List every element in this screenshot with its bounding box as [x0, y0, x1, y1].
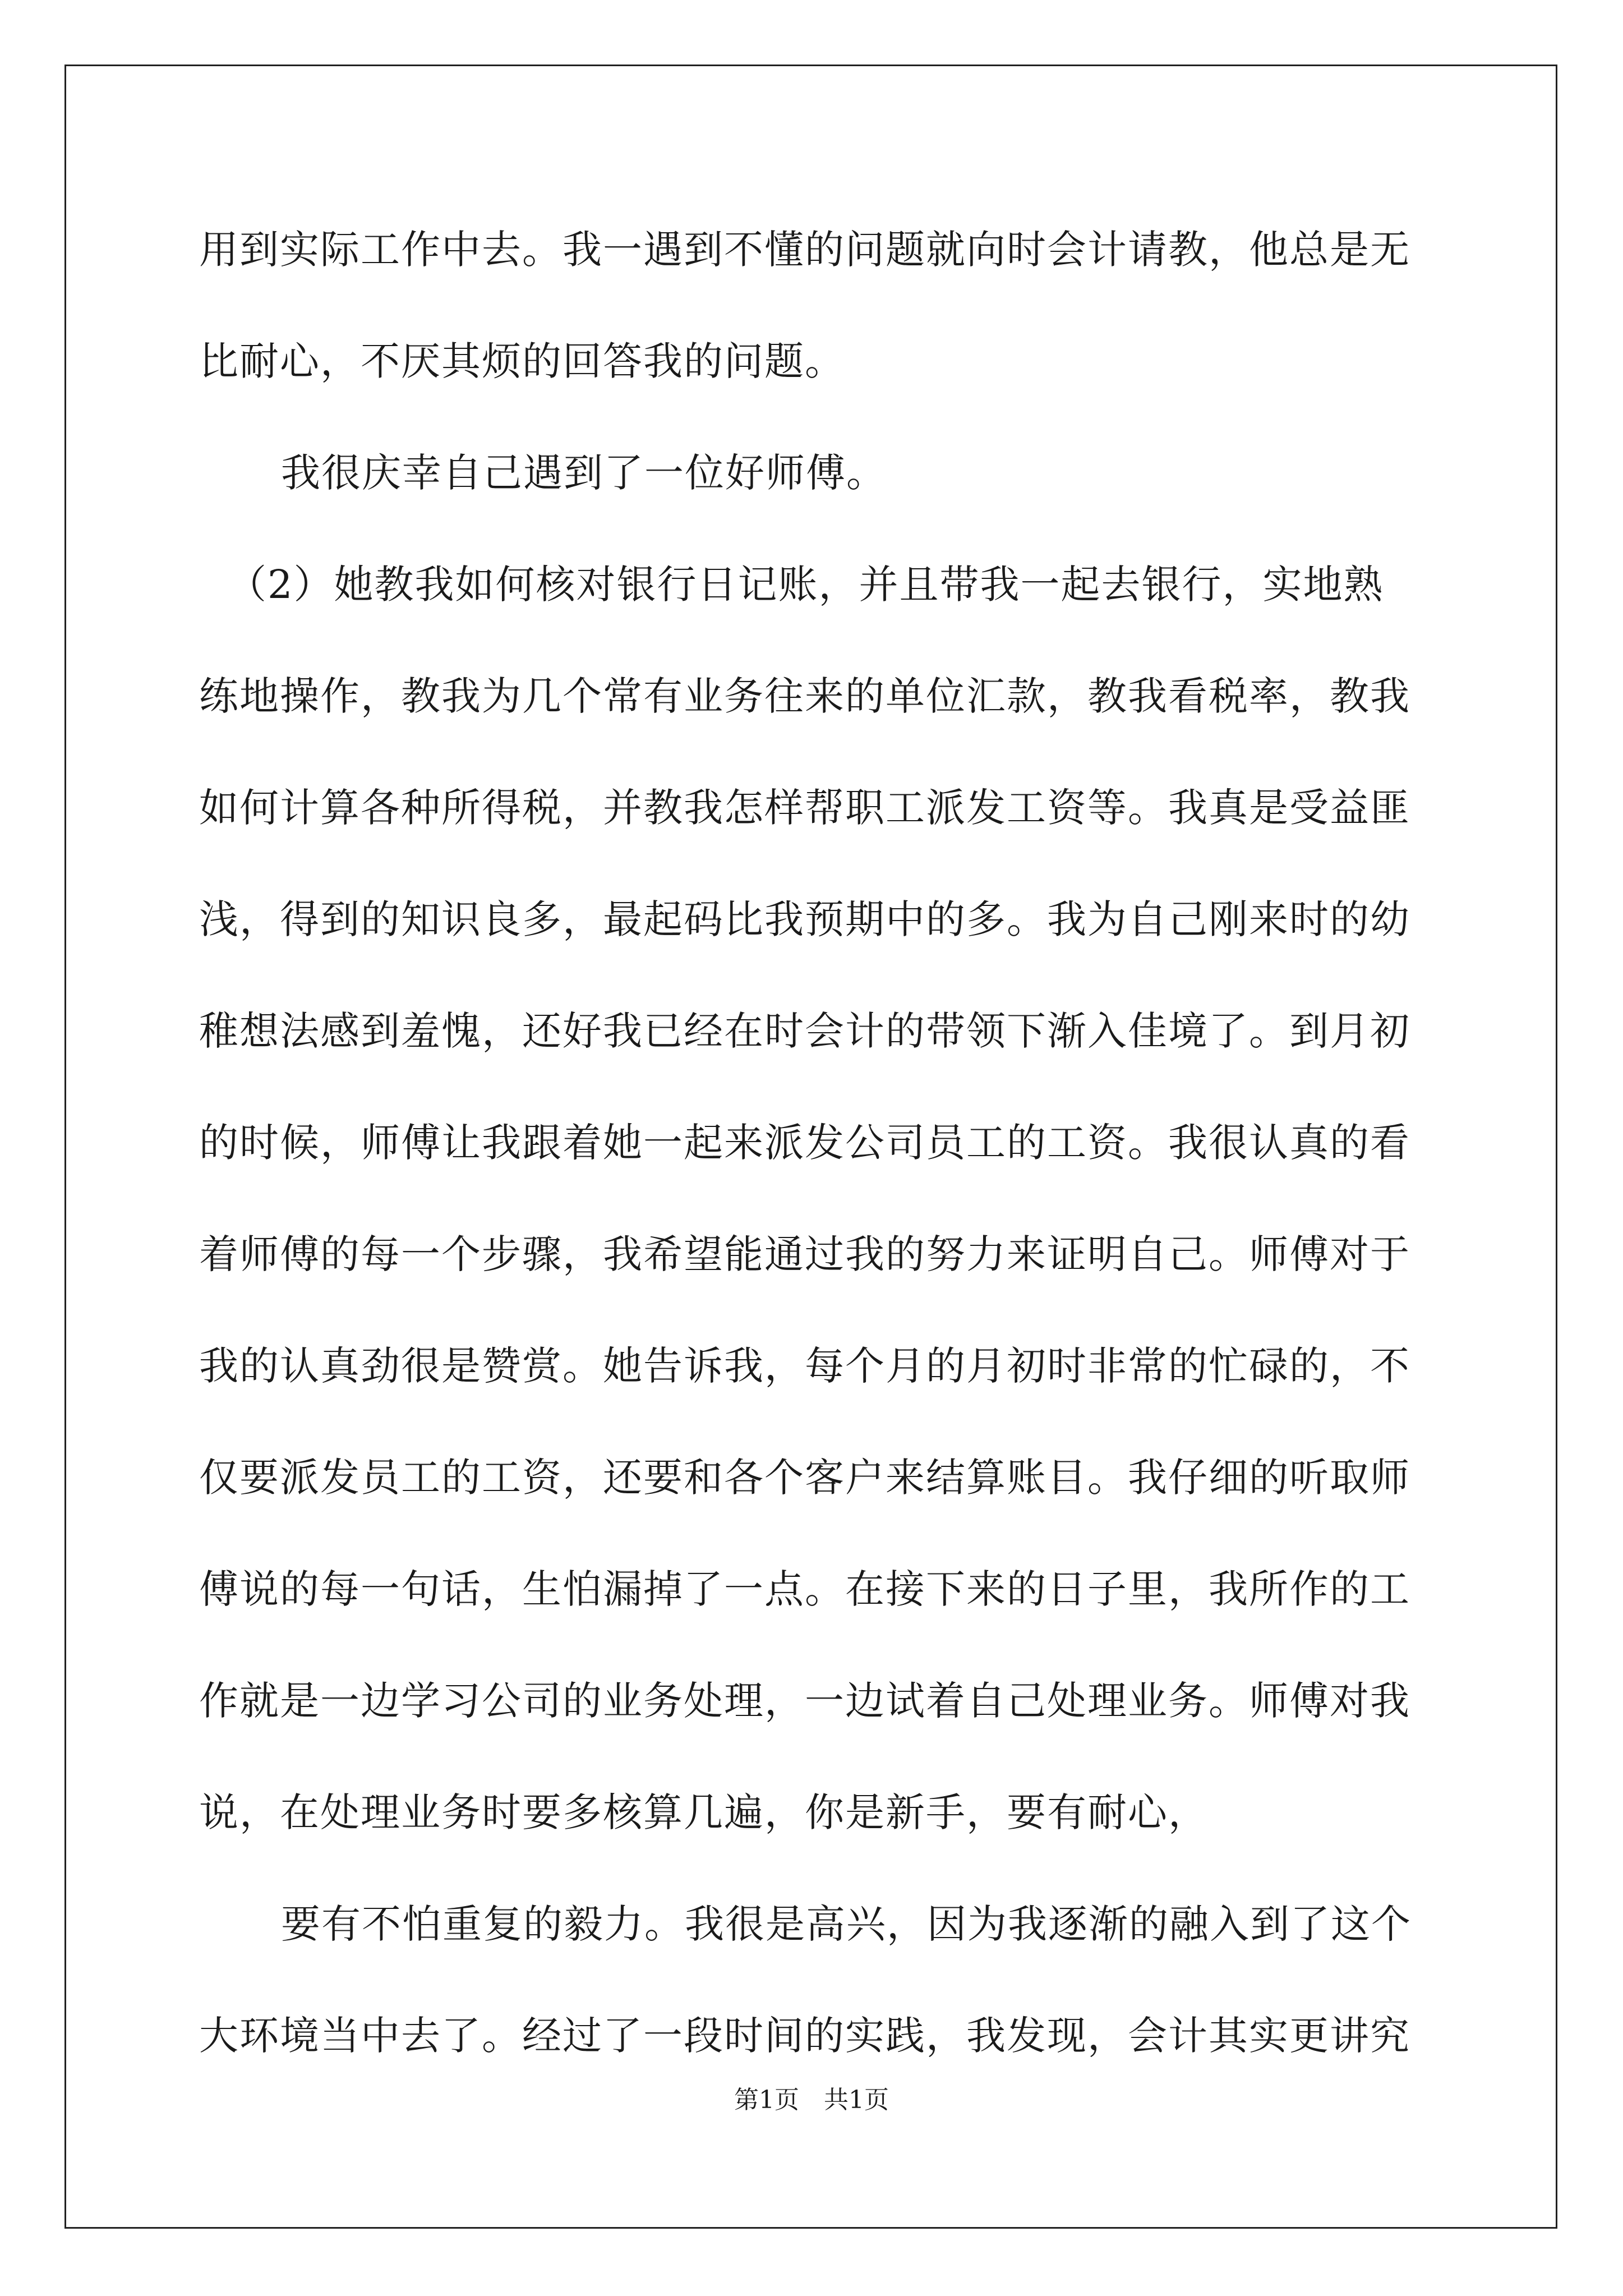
text-line: 练地操作，教我为几个常有业务往来的单位汇款，教我看税率，教我 [199, 673, 1410, 719]
text-line: 稚想法感到羞愧，还好我已经在时会计的带领下渐入佳境了。到月初 [199, 1008, 1410, 1054]
text-line: 傅说的每一句话，生怕漏掉了一点。在接下来的日子里，我所作的工 [199, 1566, 1410, 1612]
text-line: （2）她教我如何核对银行日记账，并且带我一起去银行，实地熟 [227, 562, 1384, 608]
text-line: 比耐心，不厌其烦的回答我的问题。 [199, 338, 845, 384]
text-line: 作就是一边学习公司的业务处理，一边试着自己处理业务。师傅对我 [199, 1678, 1410, 1724]
text-line: 要有不怕重复的毅力。我很是高兴，因为我逐渐的融入到了这个 [281, 1901, 1412, 1947]
text-line: 仅要派发员工的工资，还要和各个客户来结算账目。我仔细的听取师 [199, 1455, 1410, 1501]
text-line: 大环境当中去了。经过了一段时间的实践，我发现，会计其实更讲究 [199, 2013, 1410, 2059]
text-line: 的时候，师傅让我跟着她一起来派发公司员工的工资。我很认真的看 [199, 1120, 1410, 1166]
page-footer: 第1页 共1页 [734, 2086, 889, 2114]
text-line: 浅，得到的知识良多，最起码比我预期中的多。我为自己刚来时的幼 [199, 896, 1410, 942]
document-body [199, 202, 1433, 2100]
text-line: 着师傅的每一个步骤，我希望能通过我的努力来证明自己。师傅对于 [199, 1231, 1410, 1277]
text-line: 用到实际工作中去。我一遇到不懂的问题就向时会计请教，他总是无 [199, 227, 1410, 273]
text-line: 我很庆幸自己遇到了一位好师傅。 [281, 450, 887, 496]
text-line: 说，在处理业务时要多核算几遍，你是新手，要有耐心， [199, 1789, 1209, 1835]
text-line: 我的认真劲很是赞赏。她告诉我，每个月的月初时非常的忙碌的，不 [199, 1343, 1410, 1389]
text-line: 如何计算各种所得税，并教我怎样帮职工派发工资等。我真是受益匪 [199, 785, 1410, 831]
